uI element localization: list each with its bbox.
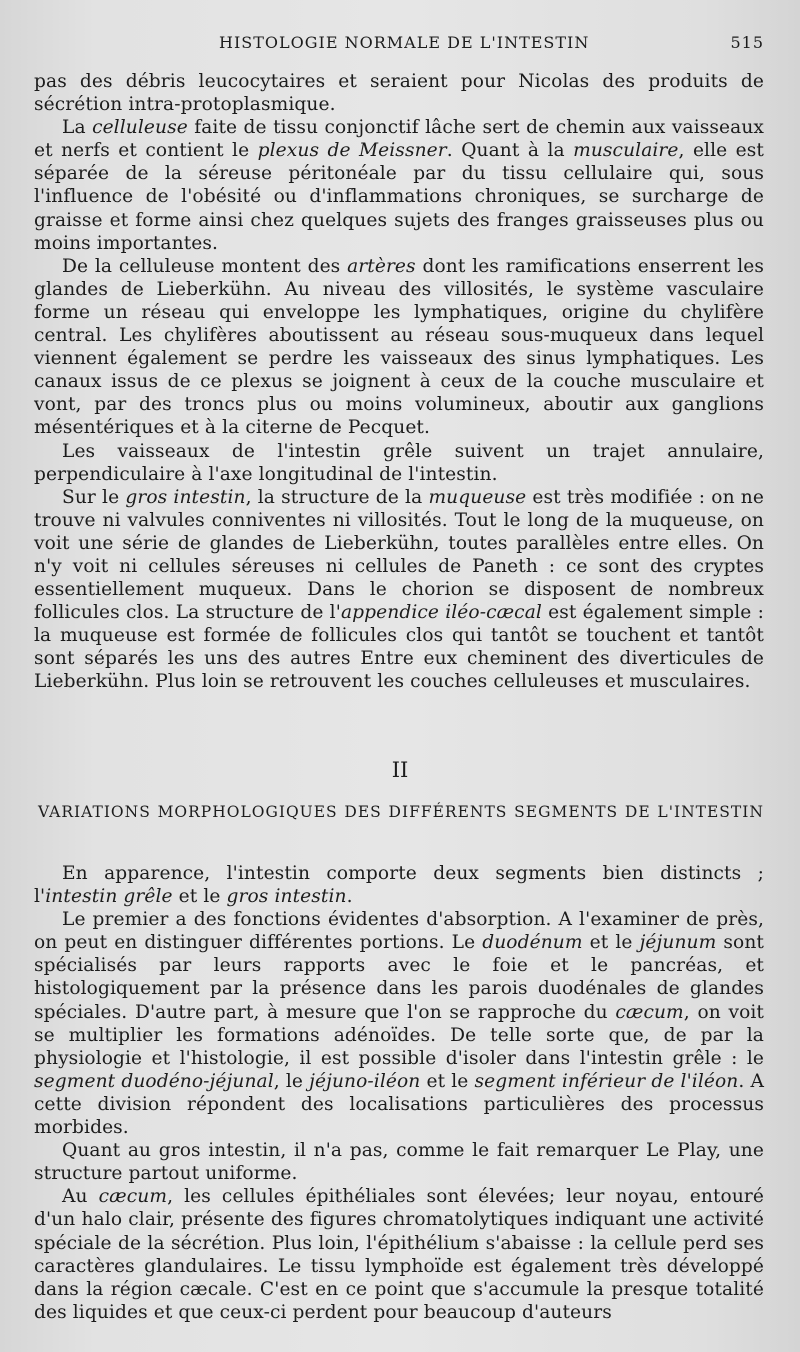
text-run: et le <box>420 1070 475 1092</box>
italic-term: gros intestin <box>226 886 347 908</box>
text-run: . <box>346 886 353 908</box>
section-title-word: DES <box>344 803 382 821</box>
text-run: pas des débris leucocytaires et seraient pour Nicolas des produits de sécrétion intra-protoplasmique. <box>34 71 764 116</box>
paragraph <box>34 1139 764 1185</box>
paragraph <box>34 908 764 1139</box>
body-text-section <box>34 862 764 1324</box>
italic-term: muqueuse <box>428 486 527 508</box>
text-run: Quant au gros intestin, il n'a pas, comme le fait remarquer Le Play, une structure partout uniforme. <box>34 1140 764 1185</box>
text-run: et le <box>172 886 227 908</box>
section-title-word: DIFFÉRENTS <box>388 803 508 821</box>
text-run: , la structure de la <box>245 486 429 508</box>
text-run: , les cellules épithéliales sont élevées; leur noyau, entouré d'un halo clair, présente des figures chromatolytiques indiquant une activité spéciale de la sécrétion. Plus loin, l'épithélium s'abaisse : la cellule perd ses caractères glandulaires. Le tissu lymphoïde est également très développé dans la région cæcale. C'est en ce point que s'accumule la presque totalité des liquides et que ceux-ci perdent pour beaucoup d'auteurs <box>34 1186 764 1323</box>
text-run: En apparence, l'intestin comporte deux segments bien distincts ; l' <box>34 863 764 908</box>
running-title: HISTOLOGIE NORMALE DE L'INTESTIN <box>219 33 590 52</box>
italic-term: intestin grêle <box>45 886 173 908</box>
paragraph <box>34 255 764 440</box>
text-run: Le premier a des fonctions évidentes d'absorption. A l'examiner de près, on peut en distinguer différentes portions. Le <box>34 909 764 954</box>
paragraph <box>34 862 764 908</box>
italic-term: segment duodéno-jéjunal <box>34 1070 274 1092</box>
section-title-word: VARIATIONS <box>38 803 151 821</box>
italic-term: gros intestin <box>125 486 246 508</box>
text-run: Les vaisseaux de l'intestin grêle suivent un trajet annulaire, perpendiculaire à l'axe longitudinal de l'intestin. <box>34 440 764 485</box>
text-run: La <box>62 117 93 139</box>
text-run: dont les ramifications enserrent les glandes de Lieberkühn. Au niveau des villosités, le système vasculaire forme un réseau qui enveloppe les lymphatiques, origine du chylifère central. Les chylifères aboutissent au réseau sous-muqueux dans lequel viennent également se perdre les vaisseaux des sinus lymphatiques. Les canaux issus de ce plexus se joignent à ceux de la couche musculaire et vont, par des troncs plus ou moins volumineux, aboutir aux ganglions mésentériques et à la citerne de Pecquet. <box>34 255 764 439</box>
italic-term: artères <box>347 255 416 277</box>
italic-term: jéjunum <box>639 932 717 954</box>
italic-term: musculaire <box>573 140 679 162</box>
page-header <box>34 33 764 57</box>
italic-term: duodénum <box>482 932 583 954</box>
section-title-word: DE <box>624 803 651 821</box>
italic-term: celluleuse <box>92 117 188 139</box>
section-title-word: MORPHOLOGIQUES <box>157 803 338 821</box>
text-run: est également simple : la muqueuse est formée de follicules clos qui tantôt se touchent et tantôt sont séparés les uns des autres Entre eux cheminent des diverticules de Lieberkühn. Plus loin se retrouvent les couches celluleuses et musculaires. <box>34 602 764 693</box>
paragraph <box>34 440 764 486</box>
text-run: . A cette division répondent des localisations particulières des processus morbides. <box>34 1070 764 1139</box>
paragraph <box>34 116 764 255</box>
italic-term: plexus de Meissner <box>257 140 447 162</box>
text-run: Sur le <box>62 486 126 508</box>
italic-term: appendice iléo-cæcal <box>340 602 542 624</box>
section-title-word: SEGMENTS <box>514 803 619 821</box>
italic-term: jéjuno-iléon <box>309 1070 421 1092</box>
text-run: De la celluleuse montent des <box>62 255 348 277</box>
paragraph <box>34 486 764 694</box>
section-number: II <box>391 758 409 782</box>
paragraph <box>34 70 764 116</box>
text-run: Au <box>62 1186 99 1208</box>
text-run: faite de tissu conjonctif lâche sert de chemin aux vaisseaux et nerfs et contient le <box>34 117 764 162</box>
text-run: sont spécialisés par leurs rapports avec le foie et le pancréas, et histologiquement par la présence dans les parois duodénales de glandes spéciales. D'autre part, à mesure que l'on se rapproche du <box>34 932 764 1023</box>
italic-term: segment inférieur de l'iléon <box>474 1070 739 1092</box>
text-run: , le <box>273 1070 310 1092</box>
page-number: 515 <box>730 33 764 52</box>
text-run: . Quant à la <box>446 140 574 162</box>
body-text-top <box>34 70 764 694</box>
text-run: est très modifiée : on ne trouve ni valvules conniventes ni villosités. Tout le long de la muqueuse, on voit une série de glandes de Lieberkühn, toutes parallèles entre elles. On n'y voit ni cellules séreuses ni cellules de Paneth : ce sont des cryptes essentiellement muqueux. Dans le chorion se disposent de nombreux follicules clos. La structure de l' <box>34 486 764 624</box>
text-run: , on voit se multiplier les formations adénoïdes. De telle sorte que, de par la physiologie et l'histologie, il est possible d'isoler dans l'intestin grêle : le <box>34 1001 765 1069</box>
italic-term: cæcum <box>615 1001 684 1023</box>
text-run: et le <box>582 932 640 954</box>
paragraph <box>34 1185 764 1324</box>
text-run: , elle est séparée de la séreuse péritonéale par du tissu cellulaire qui, sous l'influence de l'obésité ou d'inflammations chroniques, se surcharge de graisse et forme ainsi chez quelques sujets des franges graisseuses plus ou moins importantes. <box>34 140 764 254</box>
section-title <box>38 803 764 821</box>
section-title-word: L'INTESTIN <box>657 803 764 821</box>
italic-term: cæcum <box>98 1186 168 1208</box>
